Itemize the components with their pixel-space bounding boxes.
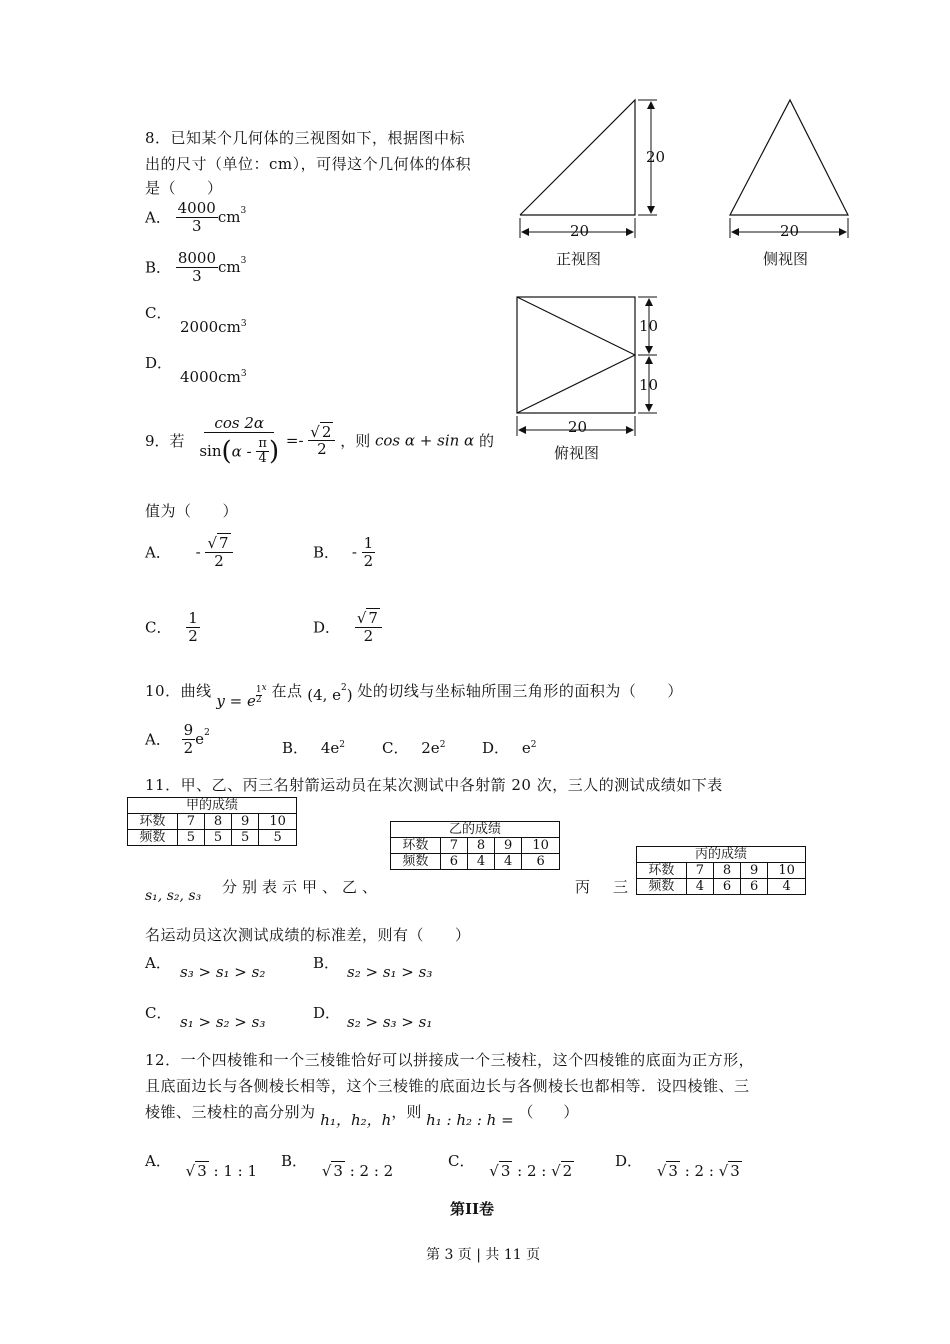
fraction (176, 200, 218, 234)
section-title: 第II卷 (450, 1200, 495, 1218)
q9-option-d: D． $\frac{√ 7}{2}$ (313, 610, 382, 644)
q9-option-a: A． - $\frac{√ 7}{2}$ (145, 535, 233, 569)
side-width-label: 20 (780, 222, 800, 240)
q9-option-b: B． - $\frac{1}{2}$ (313, 534, 374, 570)
top-view-caption: 俯视图 (554, 444, 600, 462)
q11-s-vars: s₁, s₂, s₃ (145, 888, 202, 904)
side-view (730, 100, 848, 238)
q9-main-fraction (197, 415, 281, 466)
fraction (176, 250, 218, 284)
three-view-figure (505, 90, 865, 470)
q8-option-d-letter: D． (145, 354, 173, 372)
numerator: 8000 (177, 249, 216, 267)
q8-stem-line3: 是（ ） (145, 179, 223, 197)
exponent: 3 (240, 256, 247, 266)
q9-de: 的 (478, 432, 494, 451)
q10-stem: 10．曲线 y = e $\frac{1}{2}$ $^x$ 在点 (4, $e^2$) 处的切线与坐标轴所围三角形的面积为（ ） (145, 682, 683, 710)
q12-line2: 且底面边长与各侧棱长相等，这个三棱锥的底面边长与各侧棱长也都相等．设四棱锥、三 (145, 1077, 750, 1095)
q11-mid2: 丙 三 (575, 878, 633, 896)
q12-option-d: D． √ 3 : 2 : √ 3 (615, 1152, 740, 1180)
q9-equals: =- (285, 431, 304, 450)
q11-line3: 名运动员这次测试成绩的标准差，则有（ ） (145, 926, 471, 944)
q12-line3: 棱锥、三棱柱的高分别为 h₁，h₂，h，则 h₁ : h₂ : h = （ ） (145, 1103, 579, 1129)
front-width-label: 20 (570, 222, 590, 240)
q8-option-d-value: $4000cm^3$ (180, 368, 247, 386)
exponent: 3 (240, 206, 247, 216)
top-width-label: 20 (568, 418, 588, 436)
q10-option-b: B． $4e^2$ (282, 739, 345, 757)
q8-stem-line2: 出的尺寸（单位：cm），可得这个几何体的体积 (145, 155, 472, 173)
q9-expression: cos α + sin α (374, 431, 475, 450)
table-title: 丙的成绩 (637, 847, 806, 863)
q9-rhs-fraction (308, 424, 335, 458)
numerator: cos 2α (204, 415, 274, 433)
q10-option-a: A． $\frac{9}{2}$ $e^2$ (145, 721, 210, 757)
q8-option-c-value: $2000cm^3$ (180, 318, 247, 336)
score-table-bing (636, 846, 806, 895)
top-view (517, 297, 657, 436)
q9-line2: 值为（ ） (145, 502, 239, 520)
q12-option-a: A． √ 3 : 1 : 1 (145, 1152, 258, 1180)
q9-option-c: C． $\frac{1}{2}$ (145, 609, 198, 645)
q11-option-c-letter: C． (145, 1004, 172, 1022)
table-row: 频数 5 5 5 5 (128, 830, 297, 846)
table-row: 频数 4 6 6 4 (637, 879, 806, 895)
q12-option-b: B． √ 3 : 2 : 2 (281, 1152, 394, 1180)
denominator: sin(α - $\frac{\pi}{4}$ ) (199, 435, 280, 466)
denominator: 3 (191, 216, 202, 235)
q11-option-d-letter: D． (313, 1004, 341, 1022)
numerator: 4000 (177, 199, 216, 217)
denominator: 3 (192, 266, 202, 285)
q11-option-a-expr: s₃ > s₁ > s₂ (180, 963, 266, 981)
q11-option-d-expr: s₂ > s₃ > s₁ (347, 1013, 433, 1031)
score-table-jia (127, 797, 297, 846)
front-height-label: 20 (646, 148, 666, 166)
table-row: 环数 7 8 9 10 (128, 814, 297, 830)
score-table-yi (390, 821, 560, 870)
q12-option-c: C． √ 3 : 2 : √ 2 (448, 1152, 573, 1180)
q10-option-c: C． $2e^2$ (382, 739, 446, 757)
option-letter: A． (145, 208, 171, 227)
q11-option-b-letter: B． (313, 954, 340, 972)
front-view-caption: 正视图 (556, 250, 602, 268)
table-row: 环数 7 8 9 10 (637, 863, 806, 879)
q12-line1: 12．一个四棱锥和一个三棱锥恰好可以拼接成一个三棱柱，这个四棱锥的底面为正方形， (145, 1051, 755, 1069)
unit: cm (218, 258, 241, 276)
q8-option-c-letter: C． (145, 304, 172, 322)
front-view (520, 100, 657, 238)
q10-option-d: D． $e^2$ (482, 739, 537, 757)
q11-option-a-letter: A． (145, 954, 171, 972)
top-h1-label: 10 (639, 317, 659, 335)
numerator: √ 2 (308, 424, 335, 442)
q11-option-b-expr: s₂ > s₁ > s₃ (347, 963, 433, 981)
table-row: 环数 7 8 9 10 (391, 838, 560, 854)
table-title: 乙的成绩 (391, 822, 560, 838)
unit: cm (217, 208, 241, 226)
q11-mid: 分别表示甲、乙、 (222, 878, 383, 896)
table-row: 频数 6 4 4 6 (391, 854, 560, 870)
q11-option-c-expr: s₁ > s₂ > s₃ (180, 1013, 266, 1031)
q9-then: ，则 (340, 432, 371, 451)
q9-prefix: 9．若 (145, 432, 185, 451)
denominator: 2 (317, 440, 327, 459)
side-view-caption: 侧视图 (763, 250, 809, 268)
page-footer: 第 3 页 | 共 11 页 (426, 1247, 541, 1263)
q9-stem (145, 415, 494, 466)
q8-stem-line1: 8．已知某个几何体的三视图如下，根据图中标 (145, 129, 466, 147)
top-h2-label: 10 (639, 376, 659, 394)
option-letter: B． (145, 258, 172, 277)
q8-option-b (145, 250, 246, 284)
table-title: 甲的成绩 (128, 798, 297, 814)
q8-option-a (145, 200, 246, 234)
q11-stem: 11．甲、乙、丙三名射箭运动员在某次测试中各射箭 20 次，三人的测试成绩如下表 (145, 776, 723, 794)
